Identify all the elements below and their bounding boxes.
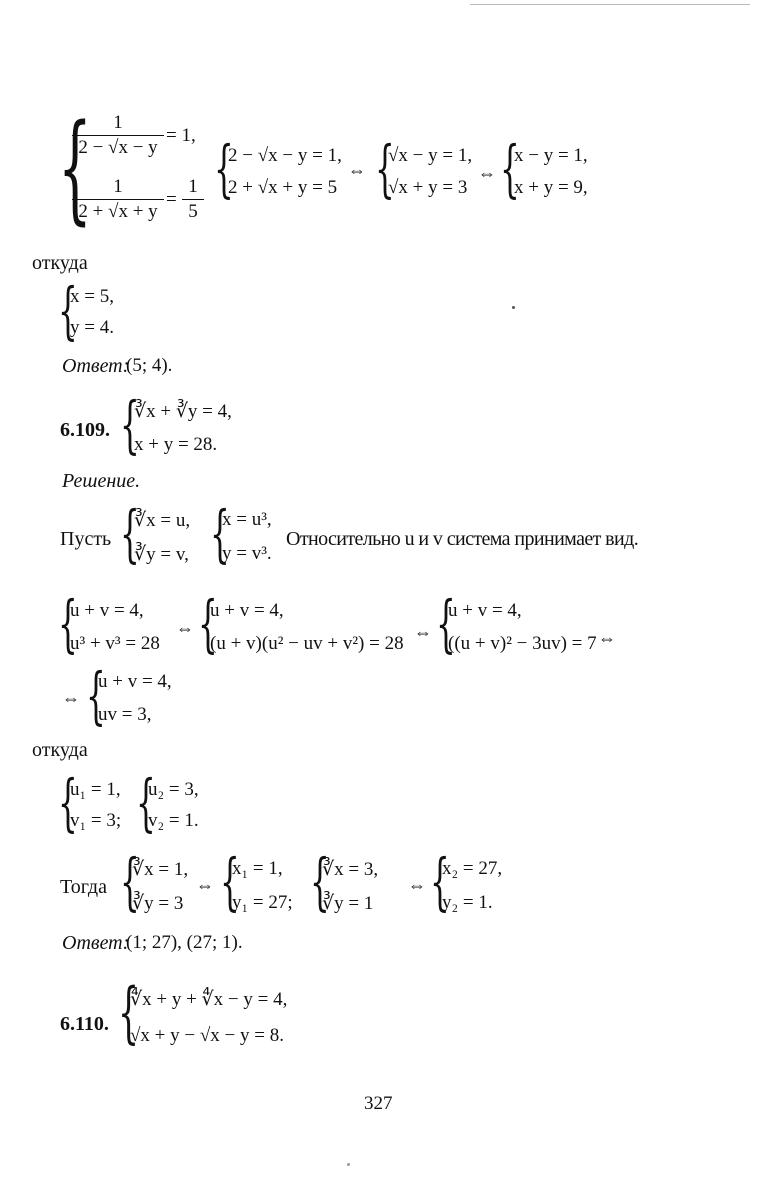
- system-line: ∛y = v,: [134, 544, 189, 565]
- answer-label: Ответ:: [62, 932, 130, 954]
- brace: {: [58, 98, 92, 236]
- fraction-1: [72, 112, 164, 159]
- system-line: x = 5,: [70, 286, 114, 307]
- system-line: ∛x + ∛y = 4,: [134, 401, 232, 422]
- system-line: √x + y = 3: [388, 177, 468, 198]
- system-line: x₂ = 27,: [442, 858, 503, 879]
- brace: {: [220, 845, 240, 918]
- equivalence-arrow: ⇔: [408, 875, 426, 895]
- system-line: v₁ = 3;: [70, 810, 122, 831]
- system-line: u₁ = 1,: [70, 779, 121, 800]
- brace: {: [58, 587, 78, 660]
- equivalence-arrow: ⇔: [414, 622, 432, 642]
- text-relative: Относительно u и v система принимает вид.: [286, 528, 639, 550]
- system-line: x + y = 28.: [134, 434, 218, 455]
- brace: {: [120, 388, 140, 461]
- system-line: u + v = 4,: [70, 600, 144, 621]
- text-otkuda: откуда: [32, 252, 88, 274]
- equivalence-arrow: ⇔: [176, 618, 194, 638]
- system-line: u₂ = 3,: [148, 779, 199, 800]
- brace: {: [310, 845, 330, 918]
- system-line: x₁ = 1,: [232, 858, 283, 879]
- fraction-numerator: 1: [188, 176, 198, 197]
- solution-heading: Решение.: [62, 470, 141, 492]
- equivalence-arrow: ⇔: [348, 160, 366, 180]
- system-line: 2 + √x + y = 5: [228, 177, 338, 198]
- problem-number: 6.109.: [60, 419, 110, 441]
- top-scan-line: [470, 4, 750, 5]
- text-pust: Пусть: [60, 528, 112, 550]
- fraction-numerator: 1: [113, 112, 123, 133]
- system-line: ∛y = 1: [322, 893, 374, 914]
- system-line: v₂ = 1.: [148, 810, 199, 831]
- brace: {: [436, 587, 456, 660]
- system-line: y₂ = 1.: [442, 892, 493, 913]
- brace: {: [198, 587, 218, 660]
- brace: {: [58, 766, 78, 839]
- system-line: u + v = 4,: [448, 600, 522, 621]
- system-line: ((u + v)² − 3uv) = 7: [448, 633, 597, 654]
- system-line: y₁ = 27;: [232, 892, 293, 913]
- system-line: √x − y = 1,: [388, 145, 473, 166]
- brace: {: [500, 132, 520, 205]
- brace: {: [86, 659, 106, 732]
- system-line: (u + v)(u² − uv + v²) = 28: [210, 633, 404, 654]
- equals-sign: =: [166, 189, 177, 210]
- page-number: 327: [364, 1093, 393, 1114]
- brace: {: [375, 132, 395, 205]
- brace: {: [118, 974, 139, 1051]
- brace: {: [210, 497, 230, 570]
- system-line: y = v³.: [222, 543, 272, 564]
- brace: {: [120, 497, 140, 570]
- system-line: y = 4.: [70, 317, 114, 338]
- system-line: u³ + v³ = 28: [70, 633, 160, 654]
- system-line: x = u³,: [222, 509, 272, 530]
- equivalence-arrow: ⇔: [62, 688, 80, 708]
- system-line: ∛x = 3,: [322, 859, 379, 880]
- equation-rhs: = 1,: [166, 125, 196, 146]
- system-line: ∛x = u,: [134, 510, 191, 531]
- system-line: uv = 3,: [98, 704, 152, 725]
- equivalence-arrow: ⇔: [478, 163, 496, 183]
- fraction-numerator: 1: [113, 176, 123, 197]
- system-line: ∛y = 3: [132, 893, 184, 914]
- answer-value: (1; 27), (27; 1).: [126, 932, 243, 953]
- system-line: u + v = 4,: [98, 671, 172, 692]
- text-otkuda: откуда: [32, 739, 88, 761]
- brace: {: [430, 845, 450, 918]
- scan-speck: [347, 1163, 350, 1166]
- fraction-denominator: 2 − √x − y: [78, 137, 158, 158]
- system-line: ∜x + y + ∜x − y = 4,: [130, 989, 288, 1010]
- brace: {: [58, 274, 78, 347]
- scan-speck: [512, 306, 515, 309]
- system-line: u + v = 4,: [210, 600, 284, 621]
- brace: {: [214, 132, 234, 205]
- fraction-2: [72, 176, 164, 223]
- system-line: √x + y − √x − y = 8.: [130, 1025, 284, 1046]
- problem-number: 6.110.: [60, 1013, 109, 1035]
- fraction-denominator: 5: [188, 201, 198, 222]
- system-line: x − y = 1,: [514, 145, 588, 166]
- fraction-denominator: 2 + √x + y: [78, 201, 158, 222]
- fraction-3: [182, 176, 204, 223]
- brace: {: [136, 766, 156, 839]
- equivalence-arrow: ⇔: [196, 875, 214, 895]
- answer-label: Ответ:: [62, 355, 130, 377]
- system-line: 2 − √x − y = 1,: [228, 145, 342, 166]
- brace: {: [120, 845, 140, 918]
- system-line: x + y = 9,: [514, 177, 588, 198]
- equivalence-arrow: ⇔: [598, 628, 616, 648]
- text-togda: Тогда: [60, 876, 107, 898]
- answer-value: (5; 4).: [126, 355, 173, 376]
- system-line: ∛x = 1,: [132, 859, 189, 880]
